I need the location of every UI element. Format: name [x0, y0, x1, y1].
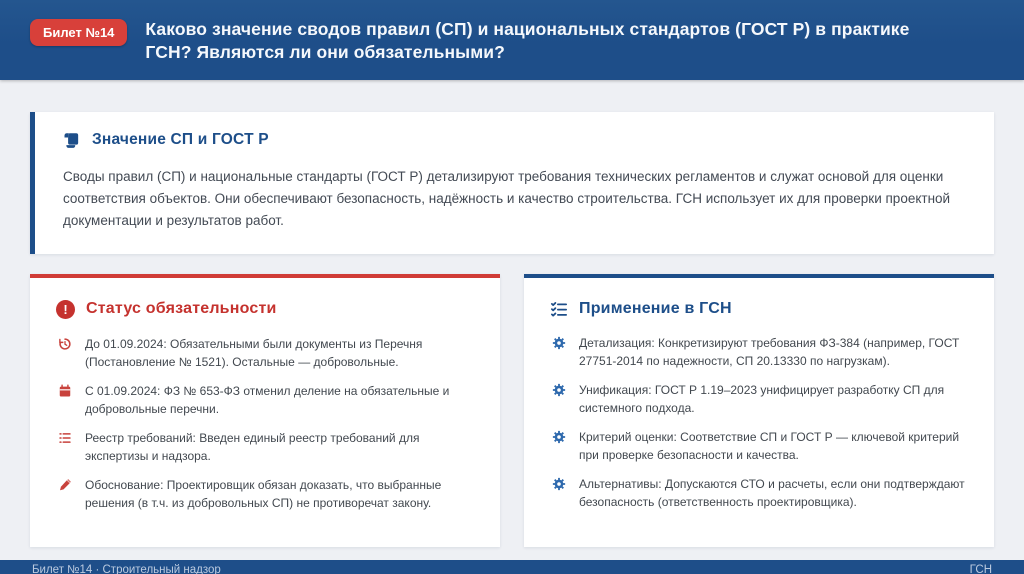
list-item	[550, 475, 968, 511]
list-check-icon	[550, 300, 568, 318]
footer-right-text: ГСН	[969, 564, 992, 574]
gear-icon	[552, 430, 566, 444]
summary-body: Своды правил (СП) и национальные стандарты (ГОСТ Р) детализируют требования технических регламентов и служат основой для оценки соответствия объектов. Они обеспечивают безопасность, надёжность и качество строительства. ГСН использует их для проверки проектной документации и результатов работ.	[63, 169, 951, 228]
status-card	[30, 274, 500, 547]
gear-icon	[552, 383, 566, 397]
list-item	[550, 428, 968, 464]
list-item-text: С 01.09.2024: ФЗ № 653-ФЗ отменил деление на обязательные и добровольные перечни.	[85, 383, 450, 416]
cards-row	[30, 274, 994, 547]
list-icon	[58, 431, 72, 445]
application-card-title: Применение в ГСН	[579, 299, 732, 317]
header	[0, 0, 1024, 80]
ticket-badge: Билет №14	[30, 19, 127, 46]
status-list	[56, 335, 474, 512]
scroll-icon	[63, 131, 81, 149]
list-item-text: Альтернативы: Допускаются СТО и расчеты, если они подтверждают безопасность (ответственность проектировщика).	[579, 476, 965, 509]
application-list	[550, 334, 968, 511]
application-card	[524, 274, 994, 547]
list-item-text: Обоснование: Проектировщик обязан доказать, что выбранные решения (в т.ч. из добровольных СП) не противоречат закону.	[85, 477, 442, 510]
status-card-title: Статус обязательности	[86, 300, 277, 318]
content	[0, 112, 1024, 547]
summary-title: Значение СП и ГОСТ Р	[92, 131, 269, 148]
list-item	[550, 381, 968, 417]
calendar-icon	[58, 384, 72, 398]
list-item	[56, 382, 474, 418]
gear-icon	[552, 336, 566, 350]
pen-icon	[58, 478, 72, 492]
gear-icon	[552, 477, 566, 491]
list-item-text: До 01.09.2024: Обязательными были документы из Перечня (Постановление № 1521). Остальные — добровольные.	[85, 336, 423, 369]
list-item-text: Критерий оценки: Соответствие СП и ГОСТ Р — ключевой критерий при проверке безопасности и качества.	[579, 429, 960, 462]
list-item	[56, 476, 474, 512]
list-item-text: Унификация: ГОСТ Р 1.19–2023 унифицирует разработку СП для системного подхода.	[579, 382, 945, 415]
status-card-header	[56, 300, 474, 319]
list-item	[56, 429, 474, 465]
history-icon	[58, 337, 72, 351]
summary-card	[30, 112, 994, 254]
summary-card-header	[63, 131, 968, 149]
exclamation-circle-icon	[56, 300, 75, 319]
page-title: Каково значение сводов правил (СП) и национальных стандартов (ГОСТ Р) в практике ГСН? Являются ли они обязательными?	[145, 19, 910, 63]
list-item-text: Детализация: Конкретизируют требования ФЗ-384 (например, ГОСТ 27751-2014 по надежности, СП 20.13330 по нагрузкам).	[579, 335, 960, 368]
footer	[0, 560, 1024, 574]
list-item	[550, 334, 968, 370]
footer-left-text: Билет №14 · Строительный надзор	[32, 564, 221, 574]
list-item	[56, 335, 474, 371]
list-item-text: Реестр требований: Введен единый реестр требований для экспертизы и надзора.	[85, 430, 420, 463]
application-card-header	[550, 300, 968, 318]
